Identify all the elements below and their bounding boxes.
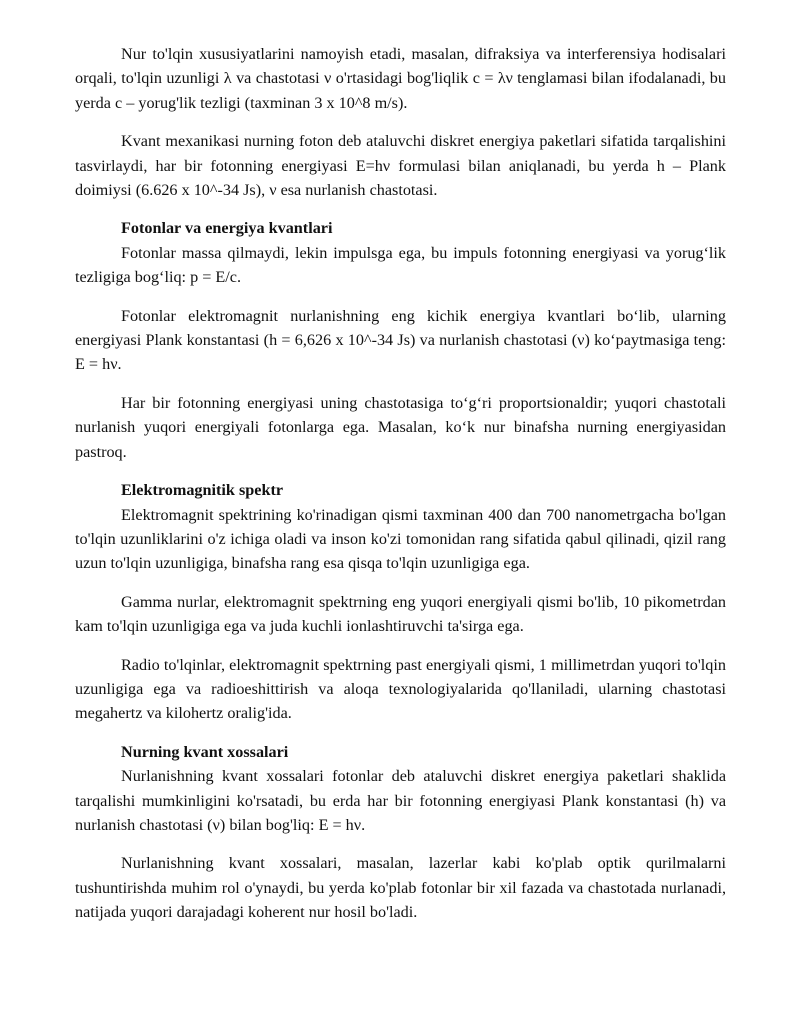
section-heading-quantum: Nurning kvant xossalari <box>121 742 289 761</box>
document-page <box>75 42 726 939</box>
spectrum-paragraph-1: Elektromagnit spektrining ko'rinadigan qismi taxminan 400 dan 700 nanometrgacha bo'lgan to'lqin uzunliklarini o'z ichiga oladi va inson ko'zi tomonidan rang sifatida qabul qilinadi, qizil rang uzun to'lqin uzunligiga, binafsha rang esa qisqa to'lqin uzunligiga ega. <box>75 505 726 573</box>
quantum-paragraph-2: Nurlanishning kvant xossalari, masalan, lazerlar kabi ko'plab optik qurilmalarni tushuntirishda muhim rol o'ynaydi, bu yerda ko'plab fotonlar bir xil fazada va chastotada nurlanadi, natijada yuqori darajadagi koherent nur hosil bo'ladi. <box>75 854 726 922</box>
section-heading-photons: Fotonlar va energiya kvantlari <box>121 219 333 238</box>
intro-paragraph-1: Nur to'lqin xususiyatlarini namoyish etadi, masalan, difraksiya va interferensiya hodisalari orqali, to'lqin uzunligi λ va chastotasi ν o'rtasidagi bog'liqlik c = λν tenglamasi bilan ifodalanadi, bu yerda c – yorug'lik tezligi (taxminan 3 x 10^8 m/s). <box>75 45 726 112</box>
spectrum-paragraph-2: Gamma nurlar, elektromagnit spektrning eng yuqori energiyali qismi bo'lib, 10 pikometrdan kam to'lqin uzunligiga ega va juda kuchli ionlashtiruvchi ta'sirga ega. <box>75 592 726 636</box>
spectrum-paragraph-3: Radio to'lqinlar, elektromagnit spektrning past energiyali qismi, 1 millimetrdan yuqori to'lqin uzunligiga ega va radioeshittirish va aloqa texnologiyalarida qo'llaniladi, ularning chastotasi megahertz va kilohertz oralig'ida. <box>75 655 726 723</box>
photons-paragraph-1: Fotonlar massa qilmaydi, lekin impulsga ega, bu impuls fotonning energiyasi va yorug‘lik tezligiga bog‘liq: p = E/c. <box>75 243 726 287</box>
intro-paragraph-2: Kvant mexanikasi nurning foton deb ataluvchi diskret energiya paketlari sifatida tarqalishini tasvirlaydi, har bir fotonning energiyasi E=hν formulasi bilan aniqlanadi, bu yerda h – Plank doimiysi (6.626 x 10^-34 Js), ν esa nurlanish chastotasi. <box>75 132 726 200</box>
photons-paragraph-2: Fotonlar elektromagnit nurlanishning eng kichik energiya kvantlari bo‘lib, ularning energiyasi Plank konstantasi (h = 6,626 x 10^-34 Js) va nurlanish chastotasi (ν) ko‘paytmasiga teng: E = hν. <box>75 306 726 374</box>
photons-paragraph-3: Har bir fotonning energiyasi uning chastotasiga to‘g‘ri proportsionaldir; yuqori chastotali nurlanish yuqori energiyali fotonlarga ega. Masalan, ko‘k nur binafsha nurning energiyasidan pastroq. <box>75 393 726 461</box>
quantum-paragraph-1: Nurlanishning kvant xossalari fotonlar deb ataluvchi diskret energiya paketlari shaklida tarqalishi mumkinligini ko'rsatadi, bu erda har bir fotonning energiyasi Plank konstantasi (h) va nurlanish chastotasi (ν) bilan bog'liq: E = hν. <box>75 767 726 834</box>
section-heading-spectrum: Elektromagnitik spektr <box>121 481 284 500</box>
